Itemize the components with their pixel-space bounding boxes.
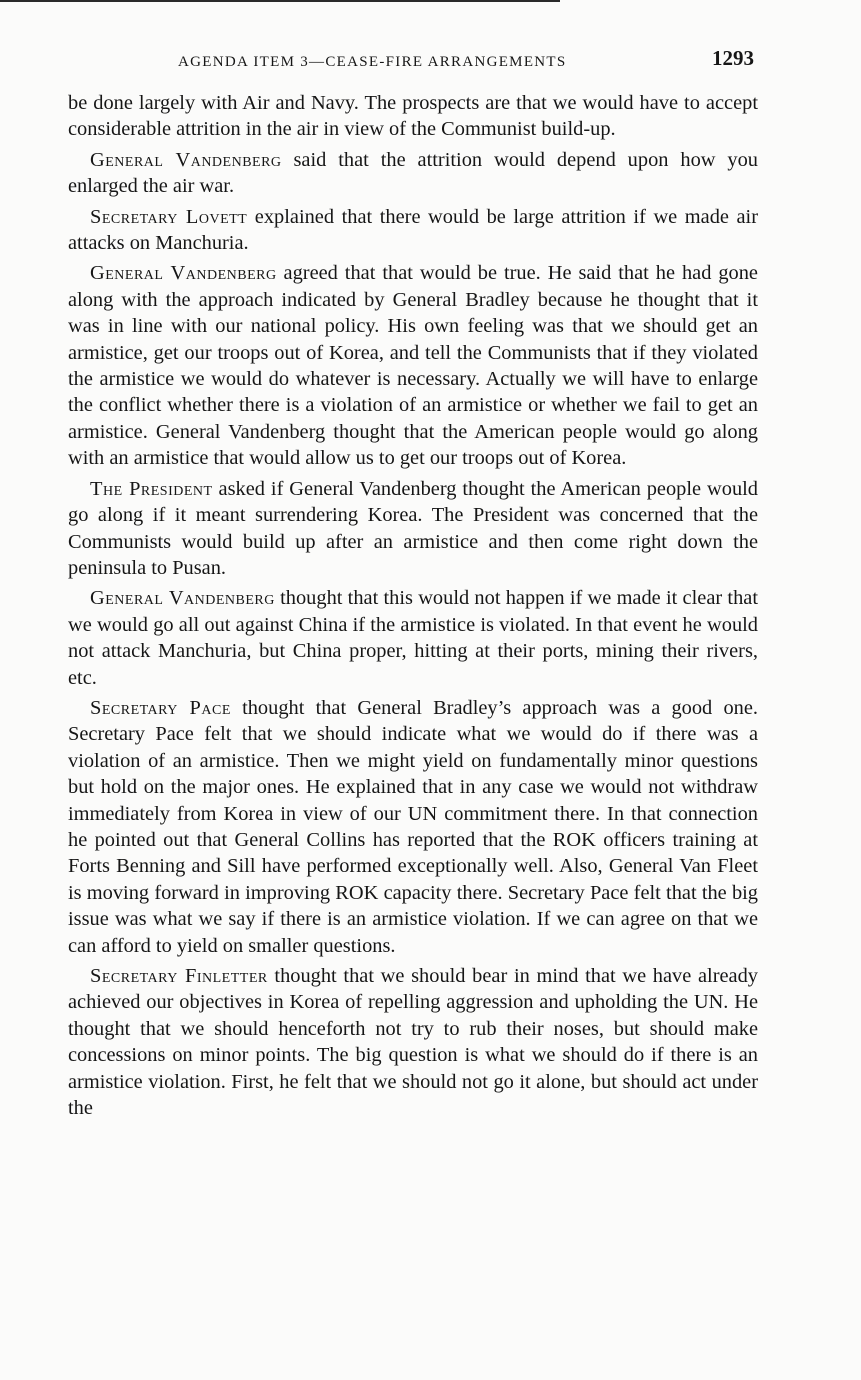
body-text [68,90,758,1125]
speaker-name: General Vandenberg [90,262,277,285]
paragraph-text: thought that General Bradley’s approach was a good one. Secretary Pace felt that we should indicate what we would do if there was a violation of an armistice. Then we might yield on fundamentally minor questions but hold on the major ones. He explained that in any case we would not withdraw immediately from Korea in view of our UN commitment there. In that connection he pointed out that General Collins has reported that the ROK officers training at Forts Benning and Sill have performed exceptionally well. Also, General Van Fleet is moving forward in improving ROK capacity there. Secretary Pace felt that the big issue was what we say if there is an armistice violation. If we can agree on that we can afford to yield on smaller questions. [68,696,758,957]
paragraph [68,963,758,1121]
paragraph-text: be done largely with Air and Navy. The prospects are that we would have to accept considerable attrition in the air in view of the Communist build-up. [68,92,758,141]
paragraph-text: said that the attrition would depend upon how you enlarged the air war. [68,148,758,198]
paragraph [68,260,758,471]
top-rule [0,0,560,2]
paragraph [68,585,758,691]
speaker-name: Secretary Lovett [90,205,248,228]
speaker-name: General Vandenberg [90,148,282,171]
paragraph-text: asked if General Vandenberg thought the American people would go along if it meant surrendering Korea. The President was concerned that the Communists would build up after an armistice and then come right down the peninsula to Pusan. [68,477,758,579]
running-head: AGENDA ITEM 3—CEASE-FIRE ARRANGEMENTS [178,54,567,70]
page-number: 1293 [712,46,754,70]
paragraph [68,695,758,959]
paragraph-text: thought that we should bear in mind that we have already achieved our objectives in Korea of repelling aggression and upholding the UN. He thought that we should henceforth not try to rub their noses, but should make concessions on minor points. The big question is what we should do if there is an armistice violation. First, he felt that we should not go it alone, but should act under the [68,965,758,1120]
speaker-name: The President [90,477,213,500]
paragraph-text: agreed that that would be true. He said that he had gone along with the approach indicated by General Bradley because he thought that it was in line with our national policy. His own feeling was that we should get an armistice, get our troops out of Korea, and tell the Communists that if they violated the armistice we would do whatever is necessary. Actually we will have to enlarge the conflict whether there is a violation of an armistice or whether we fail to get an armistice. General Vandenberg thought that the American people would go along with an armistice that would allow us to get our troops out of Korea. [68,262,758,470]
speaker-name: Secretary Finletter [90,965,268,987]
page-header [70,46,760,76]
speaker-name: General Vandenberg [90,587,275,610]
paragraph-text: explained that there would be large attrition if we made air attacks on Manchuria. [68,205,758,255]
paragraph [68,204,758,257]
paragraph-text: thought that this would not happen if we made it clear that we would go all out against China if the armistice is violated. In that event he would not attack Manchuria, but China proper, hitting at their ports, mining their rivers, etc. [68,587,758,689]
paragraph [68,90,758,143]
speaker-name: Secretary Pace [90,696,231,719]
paragraph [68,476,758,582]
paragraph [68,147,758,200]
